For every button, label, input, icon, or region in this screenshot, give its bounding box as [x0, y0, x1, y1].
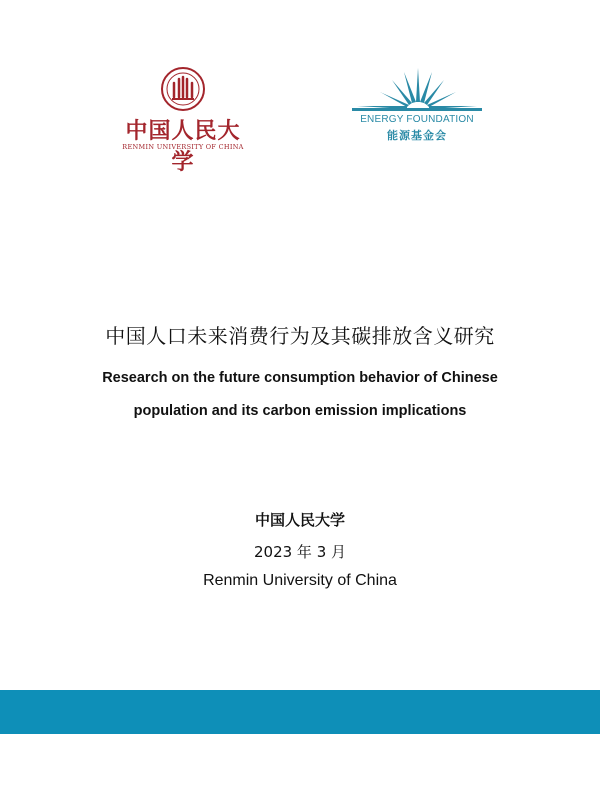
ef-name-cn: 能源基金会: [387, 129, 447, 142]
ef-name-en: ENERGY FOUNDATION: [360, 114, 474, 125]
energy-foundation-logo: [352, 66, 482, 146]
report-title-en: [0, 362, 600, 428]
publisher-en: Renmin University of China: [203, 572, 397, 589]
university-seal-icon: [156, 66, 210, 112]
report-title-en-line1: Research on the future consumption behavior of Chinese: [102, 370, 498, 386]
ruc-logo: [118, 66, 248, 175]
report-title-en-line2: population and its carbon emission implications: [133, 403, 467, 419]
publisher-cn: 中国人民大学: [254, 511, 345, 529]
starburst-logo-icon: [352, 66, 482, 114]
ruc-name-cn: 中国人民大学: [125, 118, 241, 175]
ruc-name-en: RENMIN UNIVERSITY OF CHINA: [122, 143, 244, 151]
footer-color-band: [0, 690, 600, 734]
report-title-cn: 中国人口未来消费行为及其碳排放含义研究: [105, 324, 495, 348]
publish-date: 2023 年 3 月: [253, 543, 347, 561]
